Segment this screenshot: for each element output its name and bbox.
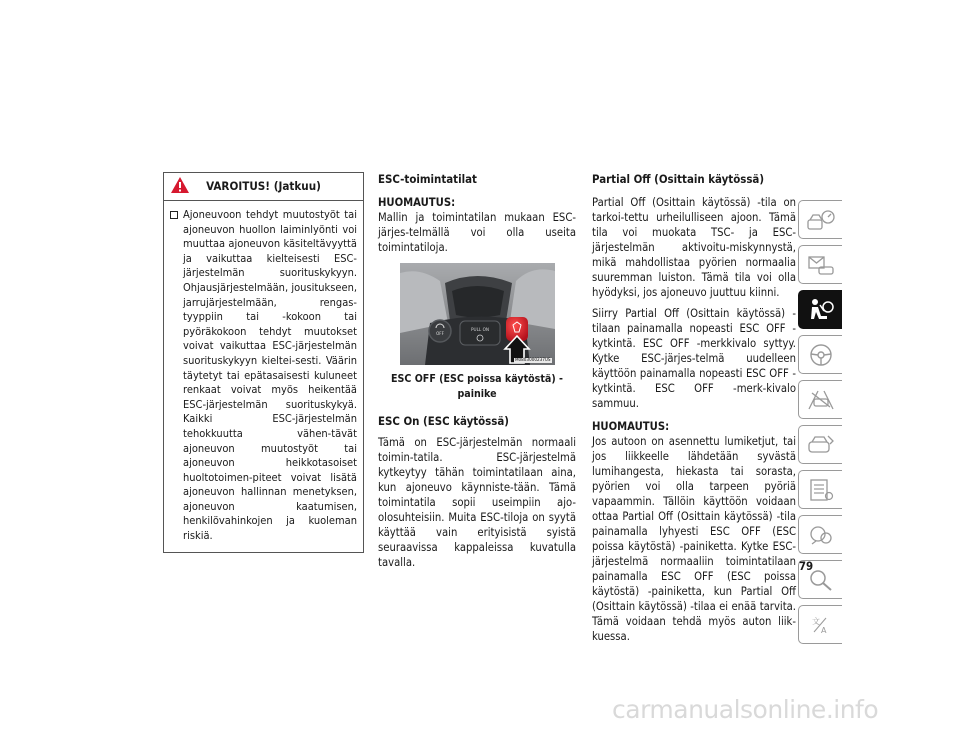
note-text-2: Jos autoon on asennettu lumiketjut, tai jos liikkeelle lähdetään syvästä lumihangesta, hiekasta tai sorasta, pyörien voi olla tarpeen pyöriä vapaammin. Tällöin käyttöön voidaan ottaa Partial Off (Osittain käytössä) -tila painamalla lyhyesti ESC OFF (ESC poissa käytöstä) -painiketta. Kytke ESC-järjestelmä normaaliin toimintatilaan painamalla ESC OFF (ESC poissa käytöstä) -painiketta, kun Partial Off (Osittain käytössä) -tilaa ei enää tarvita. Tämä voidaan tehdä myös auton liik-kuessa.: [592, 435, 796, 643]
tab-servicing-and-maintenance[interactable]: [798, 425, 842, 464]
airbag-seat-icon: [806, 297, 836, 323]
partial-off-heading: Partial Off (Osittain käytössä): [592, 172, 765, 186]
car-dashboard-icon: [806, 208, 836, 232]
maintenance-checklist-icon: [806, 477, 836, 503]
warning-header: [164, 173, 363, 201]
figure-caption: ESC OFF (ESC poissa käytöstä) -painike: [391, 373, 563, 400]
esc-on-text: Tämä on ESC-järjestelmän normaali toimin-tatila. ESC-järjestelmä kytkeytyy tähän toimintatilaan aina, kun ajoneuvo käynniste-tään. Tämä toimintatila sopii useimpiin ajo-olosuhteisiin. Muita ESC-tiloja on syytä käyttää vain erityisistä syistä seuraavissa kappaleissa kuvatulla tavalla.: [378, 436, 576, 569]
warning-bullet: [170, 208, 357, 544]
road-car-icon: [806, 387, 836, 413]
specifications-icon: [806, 522, 836, 548]
right-column: [592, 172, 796, 644]
warning-triangle-icon: [170, 176, 190, 204]
partial-off-para-2: Siirry Partial Off (Osittain käytössä) -tilaan painamalla nopeasti ESC OFF -kytkintä. ESC OFF -merkkivalo syttyy. Kytke ESC-järjes-telmä uudelleen käyttöön painamalla nopeasti ESC OFF -kytkintä. ESC OFF -merk-kivalo sammuu.: [592, 307, 796, 410]
svg-text:A: A: [820, 625, 826, 635]
chapter-tabs: [798, 200, 844, 650]
svg-text:OFF: OFF: [435, 331, 444, 336]
languages-icon: [806, 612, 836, 638]
pull-on-label: PULL ON: [470, 327, 489, 332]
note-label-2: HUOMAUTUS:: [592, 420, 670, 433]
tab-in-case-of-emergency[interactable]: [798, 380, 842, 419]
section-heading: ESC-toimintatilat: [378, 172, 477, 186]
note-text: Mallin ja toimintatilan mukaan ESC-järjes-telmällä voi olla useita toimintatiloja.: [378, 211, 576, 254]
car-service-icon: [806, 432, 836, 458]
page-number: 79: [798, 559, 814, 573]
warning-body: [164, 201, 363, 552]
tab-safety[interactable]: [798, 290, 842, 329]
console-photo: [400, 263, 555, 365]
watermark: carmanualsonline.info: [612, 695, 879, 724]
svg-text:文: 文: [811, 616, 820, 626]
tab-technical-specifications[interactable]: [798, 470, 842, 509]
partial-off-para-1: Partial Off (Osittain käytössä) -tila on tarkoi-tettu urheilulliseen ajoon. Tämä tila voi muokata TSC- ja ESC-järjestelmän aktivoitu-miskynnystä, mikä mahdollistaa pyörien normaalia suuremman luiston. Tämä tila voi olla hyödyksi, jos ajoneuvo juuttuu kiinni.: [592, 196, 796, 299]
warning-text: Ajoneuvoon tehdyt muutostyöt tai ajoneuvon huollon laiminlyönti voi muuttaa ajoneuvon käsiteltävyyttä ja vaikuttaa kielteisesti ESC-järjestelmän suorituskykyyn. Ohjausjärjestelmään, jousitukseen, jarrujärjestelmään, rengas-tyyppiin tai -kokoon tai pyöräkokoon tehdyt muutokset voivat vaikuttaa ESC-järjestelmän suorituskykyyn kieltei-sesti. Väärin täytetyt tai epätasaisesti kuluneet renkaat voivat myös heikentää ESC-järjestelmän suorituskykyä. Kaikki ESC-järjestelmän tehokkuutta vähen-tävät ajoneuvon muutostyöt tai ajoneuvon heikkotasoiset huoltotoimen-piteet voivat lisätä ajoneuvon hallinnan menetyksen, ajoneuvon kaatumisen, henkilövahinkojen ja kuoleman riskiä.: [183, 208, 357, 543]
note-label: HUOMAUTUS:: [378, 196, 456, 209]
tab-instrument-panel[interactable]: [798, 245, 842, 284]
envelope-car-icon: [806, 253, 836, 277]
warning-column: [163, 172, 364, 553]
esc-off-button-figure: [400, 263, 555, 365]
middle-column: [378, 172, 576, 570]
tab-customer-assistance[interactable]: [798, 515, 842, 554]
esc-on-heading: ESC On (ESC käytössä): [378, 414, 509, 428]
warning-box: [163, 172, 364, 553]
tab-starting-and-operating[interactable]: [798, 335, 842, 374]
tab-languages[interactable]: [798, 605, 842, 644]
tab-getting-to-know-vehicle[interactable]: [798, 200, 842, 239]
figure-code: M0803000237US: [514, 358, 551, 363]
square-bullet-icon: [170, 211, 178, 219]
steering-wheel-icon: [806, 342, 836, 368]
warning-title: VAROITUS! (Jatkuu): [206, 179, 321, 193]
